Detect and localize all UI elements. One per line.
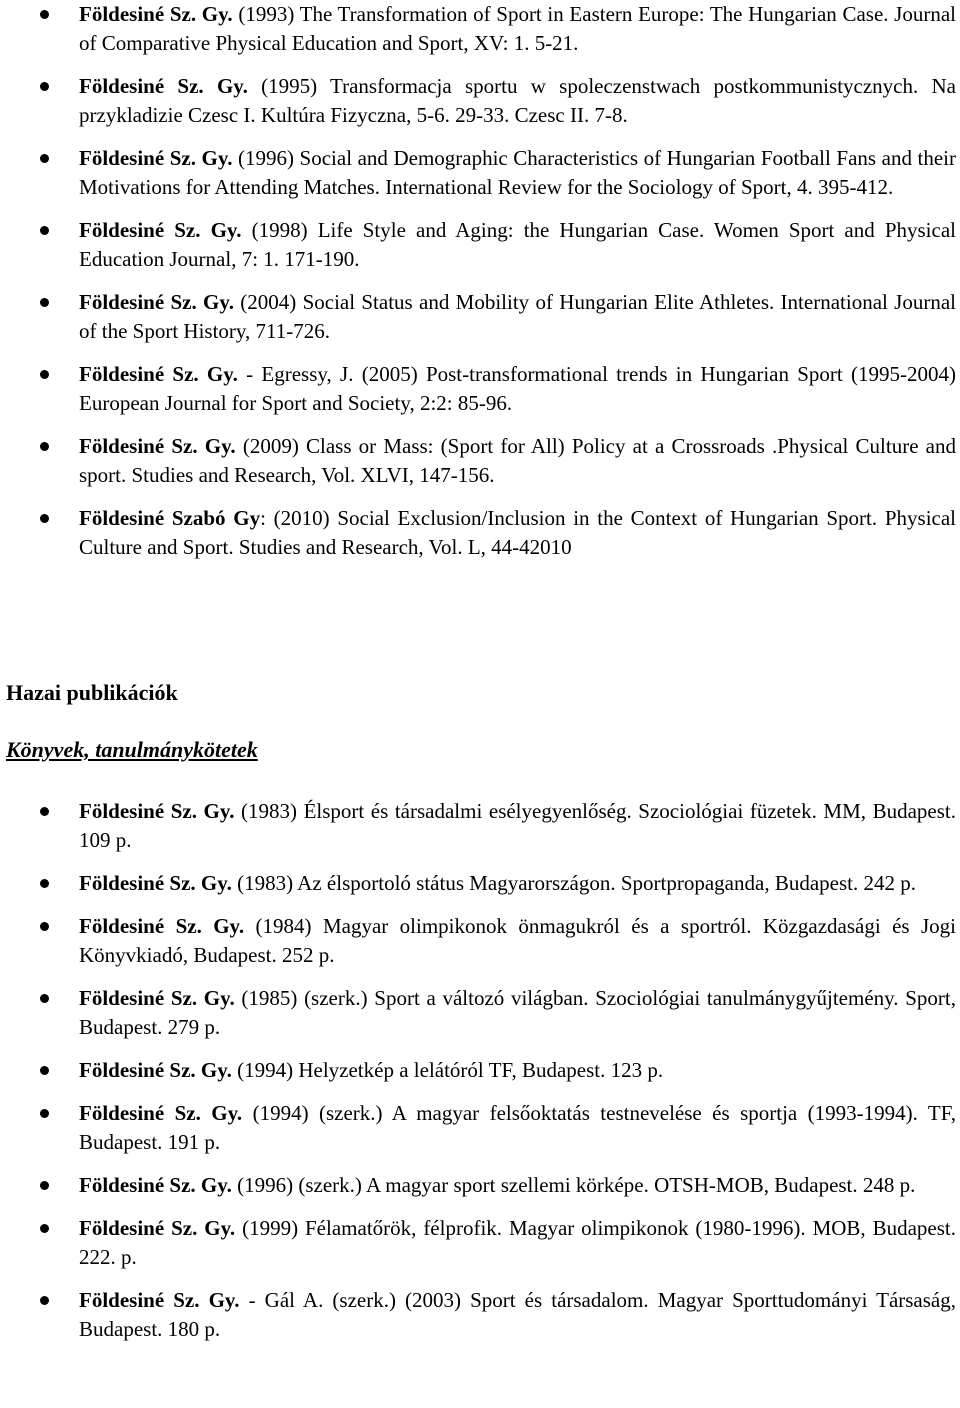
reference-list-books [0, 797, 960, 1358]
bullet-icon [40, 1109, 49, 1118]
reference-text: (1996) Social and Demographic Characteristics of Hungarian Football Fans and their Motivations for Attending Matches. International Review for the Sociology of Sport, 4. 395-412. [79, 146, 956, 199]
list-item [0, 72, 960, 130]
bullet-icon [40, 226, 49, 235]
section-title: Hazai publikációk [6, 680, 178, 705]
reference-author: Földesiné Sz. Gy. [79, 1288, 240, 1312]
bullet-icon [40, 370, 49, 379]
reference-text: (1983) Az élsportoló státus Magyarországon. Sportpropaganda, Budapest. 242 p. [231, 871, 916, 895]
reference-author: Földesiné Sz. Gy. [79, 871, 232, 895]
reference-text: (2009) Class or Mass: (Sport for All) Policy at a Crossroads .Physical Culture and sport. Studies and Research, Vol. XLVI, 147-156. [79, 434, 956, 487]
list-item [0, 432, 960, 490]
reference-author: Földesiné Sz. Gy. [79, 362, 238, 386]
reference-list-international [0, 0, 960, 576]
list-item [0, 216, 960, 274]
bullet-icon [40, 879, 49, 888]
reference-author: Földesiné Sz. Gy. [79, 434, 236, 458]
list-item [0, 360, 960, 418]
reference-author: Földesiné Sz. Gy. [79, 1216, 236, 1240]
list-item [0, 984, 960, 1042]
reference-author: Földesiné Sz. Gy. [79, 1058, 232, 1082]
reference-text: (1998) Life Style and Aging: the Hungarian Case. Women Sport and Physical Education Journal, 7: 1. 171-190. [79, 218, 956, 271]
reference-author: Földesiné Sz. Gy. [79, 218, 242, 242]
reference-author: Földesiné Sz. Gy. [79, 146, 233, 170]
bullet-icon [40, 514, 49, 523]
reference-text: (1983) Élsport és társadalmi esélyegyenlőség. Szociológiai füzetek. MM, Budapest. 109 p. [79, 799, 956, 852]
bullet-icon [40, 922, 49, 931]
bullet-icon [40, 1066, 49, 1075]
bullet-icon [40, 994, 49, 1003]
reference-author: Földesiné Sz. Gy. [79, 74, 248, 98]
reference-text: (1995) Transformacja sportu w spoleczenstwach postkommunistycznych. Na przykladizie Czesc I. Kultúra Fizyczna, 5-6. 29-33. Czesc II. 7-8. [79, 74, 956, 127]
bullet-icon [40, 298, 49, 307]
bullet-icon [40, 1181, 49, 1190]
list-item [0, 0, 960, 58]
list-item [0, 1056, 960, 1085]
reference-author: Földesiné Sz. Gy. [79, 1101, 243, 1125]
bullet-icon [40, 154, 49, 163]
bullet-icon [40, 10, 49, 19]
bullet-icon [40, 442, 49, 451]
bullet-icon [40, 807, 49, 816]
list-item [0, 288, 960, 346]
bullet-icon [40, 1224, 49, 1233]
reference-text: (1994) Helyzetkép a lelátóról TF, Budapest. 123 p. [231, 1058, 664, 1082]
reference-author: Földesiné Sz. Gy. [79, 986, 235, 1010]
list-item [0, 869, 960, 898]
bullet-icon [40, 1296, 49, 1305]
reference-text: (1999) Félamatőrök, félprofik. Magyar olimpikonok (1980-1996). MOB, Budapest. 222. p. [79, 1216, 956, 1269]
reference-author: Földesiné Szabó Gy [79, 506, 261, 530]
reference-text: (1984) Magyar olimpikonok önmagukról és a sportról. Közgazdasági és Jogi Könyvkiadó, Budapest. 252 p. [79, 914, 956, 967]
reference-text: - Gál A. (szerk.) (2003) Sport és társadalom. Magyar Sporttudományi Társaság, Budapest. 180 p. [79, 1288, 956, 1341]
reference-author: Földesiné Sz. Gy. [79, 2, 233, 26]
list-item [0, 1171, 960, 1200]
reference-text: - Egressy, J. (2005) Post-transformational trends in Hungarian Sport (1995-2004) European Journal for Sport and Society, 2:2: 85-96. [79, 362, 956, 415]
subsection-title: Könyvek, tanulmánykötetek [6, 737, 258, 762]
reference-text: (1993) The Transformation of Sport in Eastern Europe: The Hungarian Case. Journal of Comparative Physical Education and Sport, XV: 1. 5-21. [79, 2, 956, 55]
list-item [0, 144, 960, 202]
reference-author: Földesiné Sz. Gy. [79, 799, 235, 823]
reference-text: (2004) Social Status and Mobility of Hungarian Elite Athletes. International Journal of the Sport History, 711-726. [79, 290, 956, 343]
list-item [0, 1214, 960, 1272]
reference-author: Földesiné Sz. Gy. [79, 1173, 232, 1197]
reference-text: (1996) (szerk.) A magyar sport szellemi körképe. OTSH-MOB, Budapest. 248 p. [231, 1173, 916, 1197]
reference-text: (1994) (szerk.) A magyar felsőoktatás testnevelése és sportja (1993-1994). TF, Budapest. 191 p. [79, 1101, 956, 1154]
reference-author: Földesiné Sz. Gy. [79, 914, 245, 938]
reference-text: (1985) (szerk.) Sport a változó világban. Szociológiai tanulmánygyűjtemény. Sport, Budapest. 279 p. [79, 986, 956, 1039]
reference-author: Földesiné Sz. Gy. [79, 290, 234, 314]
list-item [0, 797, 960, 855]
bullet-icon [40, 82, 49, 91]
list-item [0, 1286, 960, 1344]
reference-text: : (2010) Social Exclusion/Inclusion in the Context of Hungarian Sport. Physical Culture and Sport. Studies and Research, Vol. L, 44-42010 [79, 506, 957, 559]
list-item [0, 504, 960, 562]
list-item [0, 1099, 960, 1157]
list-item [0, 912, 960, 970]
